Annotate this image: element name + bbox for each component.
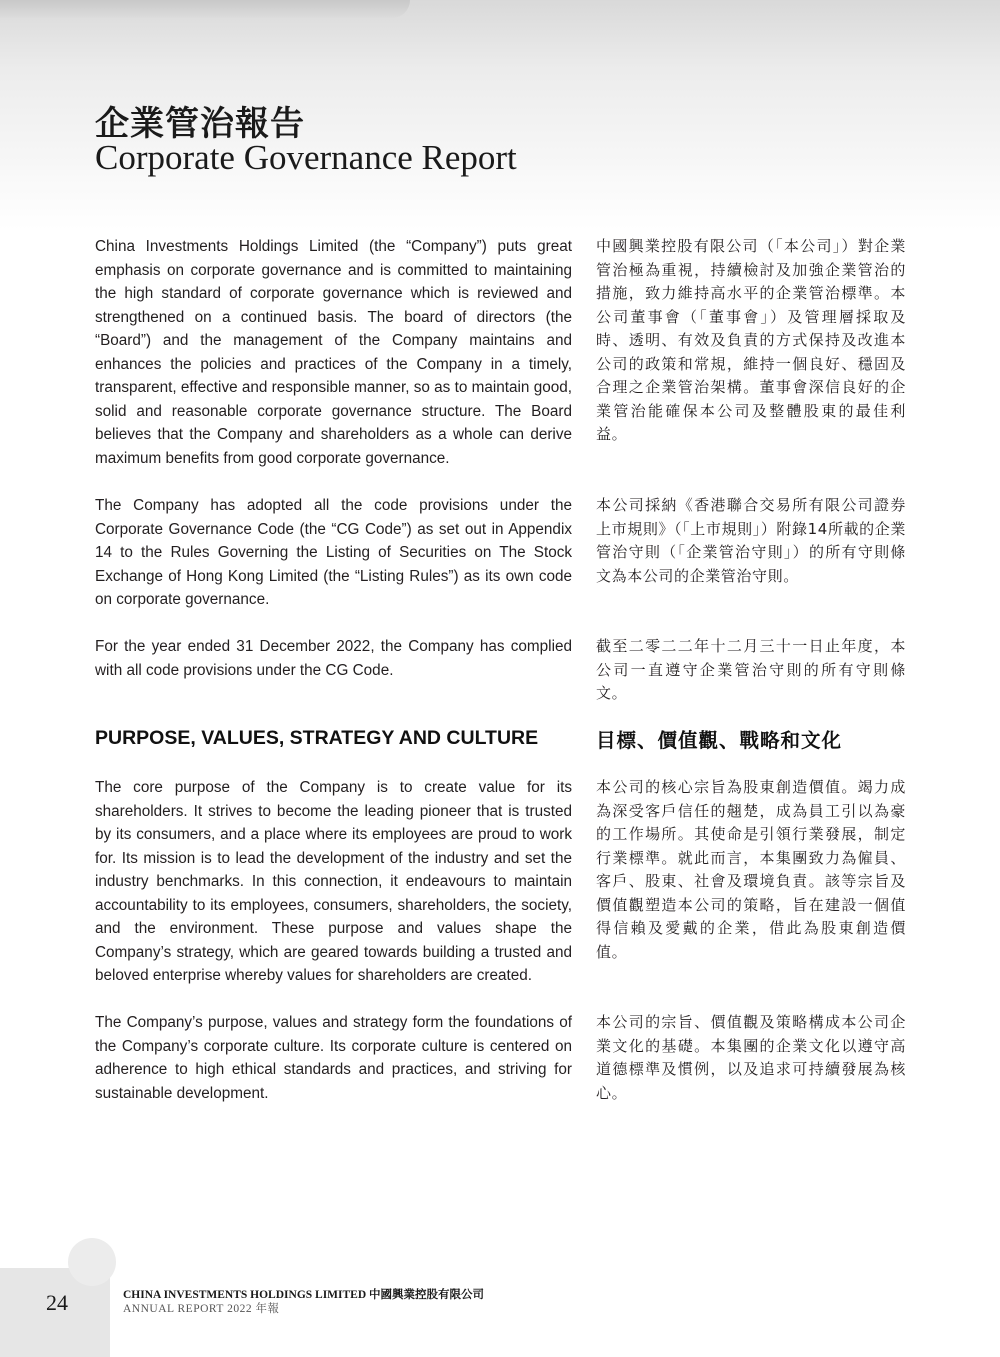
cg-code-paragraph-zh: 本公司採納《香港聯合交易所有限公司證券上市規則》（「上市規則」）附錄14所載的企業管治守則（「企業管治守則」）的所有守則條文為本公司的企業管治守則。 — [596, 496, 906, 585]
header-decoration — [0, 0, 410, 18]
footer-circle-decoration — [68, 1238, 116, 1286]
purpose-paragraph-en: The core purpose of the Company is to create value for its shareholders. It strives to become the leading pioneer that is trusted by its consumers, and a place where its employees are proud to work for. Its mission is to lead the development of the industry and set the industry benchmarks. In this connection, it endeavours to maintain accountability to its employees, consumers, shareholders, the society, and the environment. These purpose and values shape the Company’s strategy, which are geared towards building a trusted and beloved enterprise whereby values for shareholders are created. — [95, 779, 572, 984]
intro-paragraph-zh: 中國興業控股有限公司（「本公司」）對企業管治極為重視，持續檢討及加強企業管治的措施，致力維持高水平的企業管治標準。本公司董事會（「董事會」）及管理層採取及時、透明、有效及負責的方式保持及改進本公司的政策和常規，維持一個良好、穩固及合理之企業管治架構。董事會深信良好的企業管治能確保本公司及整體股東的最佳利益。 — [596, 237, 906, 443]
culture-paragraph-zh: 本公司的宗旨、價值觀及策略構成本公司企業文化的基礎。本集團的企業文化以遵守高道德標準及慣例，以及追求可持續發展為核心。 — [596, 1013, 906, 1102]
cg-code-paragraph-en: The Company has adopted all the code provisions under the Corporate Governance Code (the “CG Code”) as set out in Appendix 14 to the Rules Governing the Listing of Securities on The Stock Exchange of Hong Kong Limited (the “Listing Rules”) as its own code on corporate governance. — [95, 497, 572, 608]
page-number: 24 — [46, 1290, 68, 1315]
section-heading-en: PURPOSE, VALUES, STRATEGY AND CULTURE — [95, 727, 539, 749]
culture-paragraph-en: The Company’s purpose, values and strategy form the foundations of the Company’s corporate culture. Its corporate culture is centered on adherence to high ethical standards and practices, and striving for sustainable development. — [95, 1014, 572, 1102]
compliance-paragraph-en: For the year ended 31 December 2022, the Company has complied with all code provisions under the CG Code. — [95, 638, 572, 679]
purpose-paragraph-zh: 本公司的核心宗旨為股東創造價值。竭力成為深受客戶信任的翹楚，成為員工引以為豪的工作場所。其使命是引領行業發展，制定行業標準。就此而言，本集團致力為僱員、客戶、股東、社會及環境負責。該等宗旨及價值觀塑造本公司的策略，旨在建設一個值得信賴及愛戴的企業，借此為股東創造價值。 — [596, 778, 906, 961]
page-title-english: Corporate Governance Report — [95, 138, 517, 177]
intro-paragraph-en: China Investments Holdings Limited (the “Company”) puts great emphasis on corporate governance and is committed to maintaining the high standard of corporate governance which is reviewed and strengthened on a continued basis. The board of directors (the “Board”) and the management of the Company maintains and enhances the policies and practices of the Company in a timely, transparent, effective and responsible manner, so as to maintain good, solid and reasonable corporate governance structure. The Board believes that the Company and shareholders as a whole can derive maximum benefits from good corporate governance. — [95, 238, 572, 467]
page-title-chinese: 企業管治報告 — [95, 104, 305, 144]
compliance-paragraph-zh: 截至二零二二年十二月三十一日止年度，本公司一直遵守企業管治守則的所有守則條文。 — [596, 637, 906, 702]
section-heading-zh: 目標、價值觀、戰略和文化 — [596, 729, 843, 752]
footer-company-name: CHINA INVESTMENTS HOLDINGS LIMITED 中國興業控股有限公司 — [123, 1289, 485, 1301]
footer-report-title: ANNUAL REPORT 2022 年報 — [123, 1303, 280, 1315]
